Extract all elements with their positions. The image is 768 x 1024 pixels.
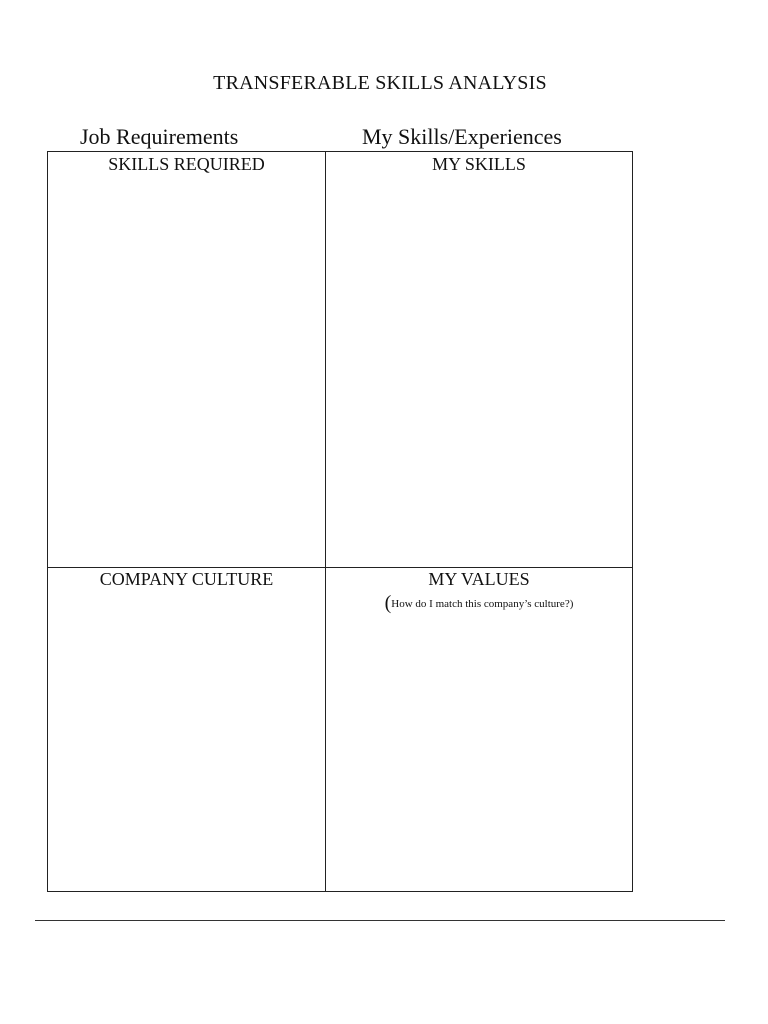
cell-heading-company-culture: COMPANY CULTURE: [99, 569, 274, 589]
page-title: TRANSFERABLE SKILLS ANALYSIS: [213, 72, 547, 94]
open-paren: (: [384, 592, 392, 614]
my-values-question: How do I match this company’s culture?): [391, 598, 574, 610]
cell-heading-skills-required: SKILLS REQUIRED: [108, 154, 265, 174]
column-heading-job-requirements: Job Requirements: [80, 124, 239, 149]
skills-analysis-table: [47, 151, 633, 892]
table-horizontal-divider: [48, 567, 632, 568]
column-heading-my-skills-experiences: My Skills/Experiences: [362, 124, 562, 149]
footer-divider: [35, 920, 725, 921]
cell-heading-my-values: MY VALUES: [428, 569, 530, 589]
table-vertical-divider: [325, 152, 326, 891]
cell-heading-my-skills: MY SKILLS: [432, 154, 526, 174]
my-values-subheading: [326, 592, 632, 615]
